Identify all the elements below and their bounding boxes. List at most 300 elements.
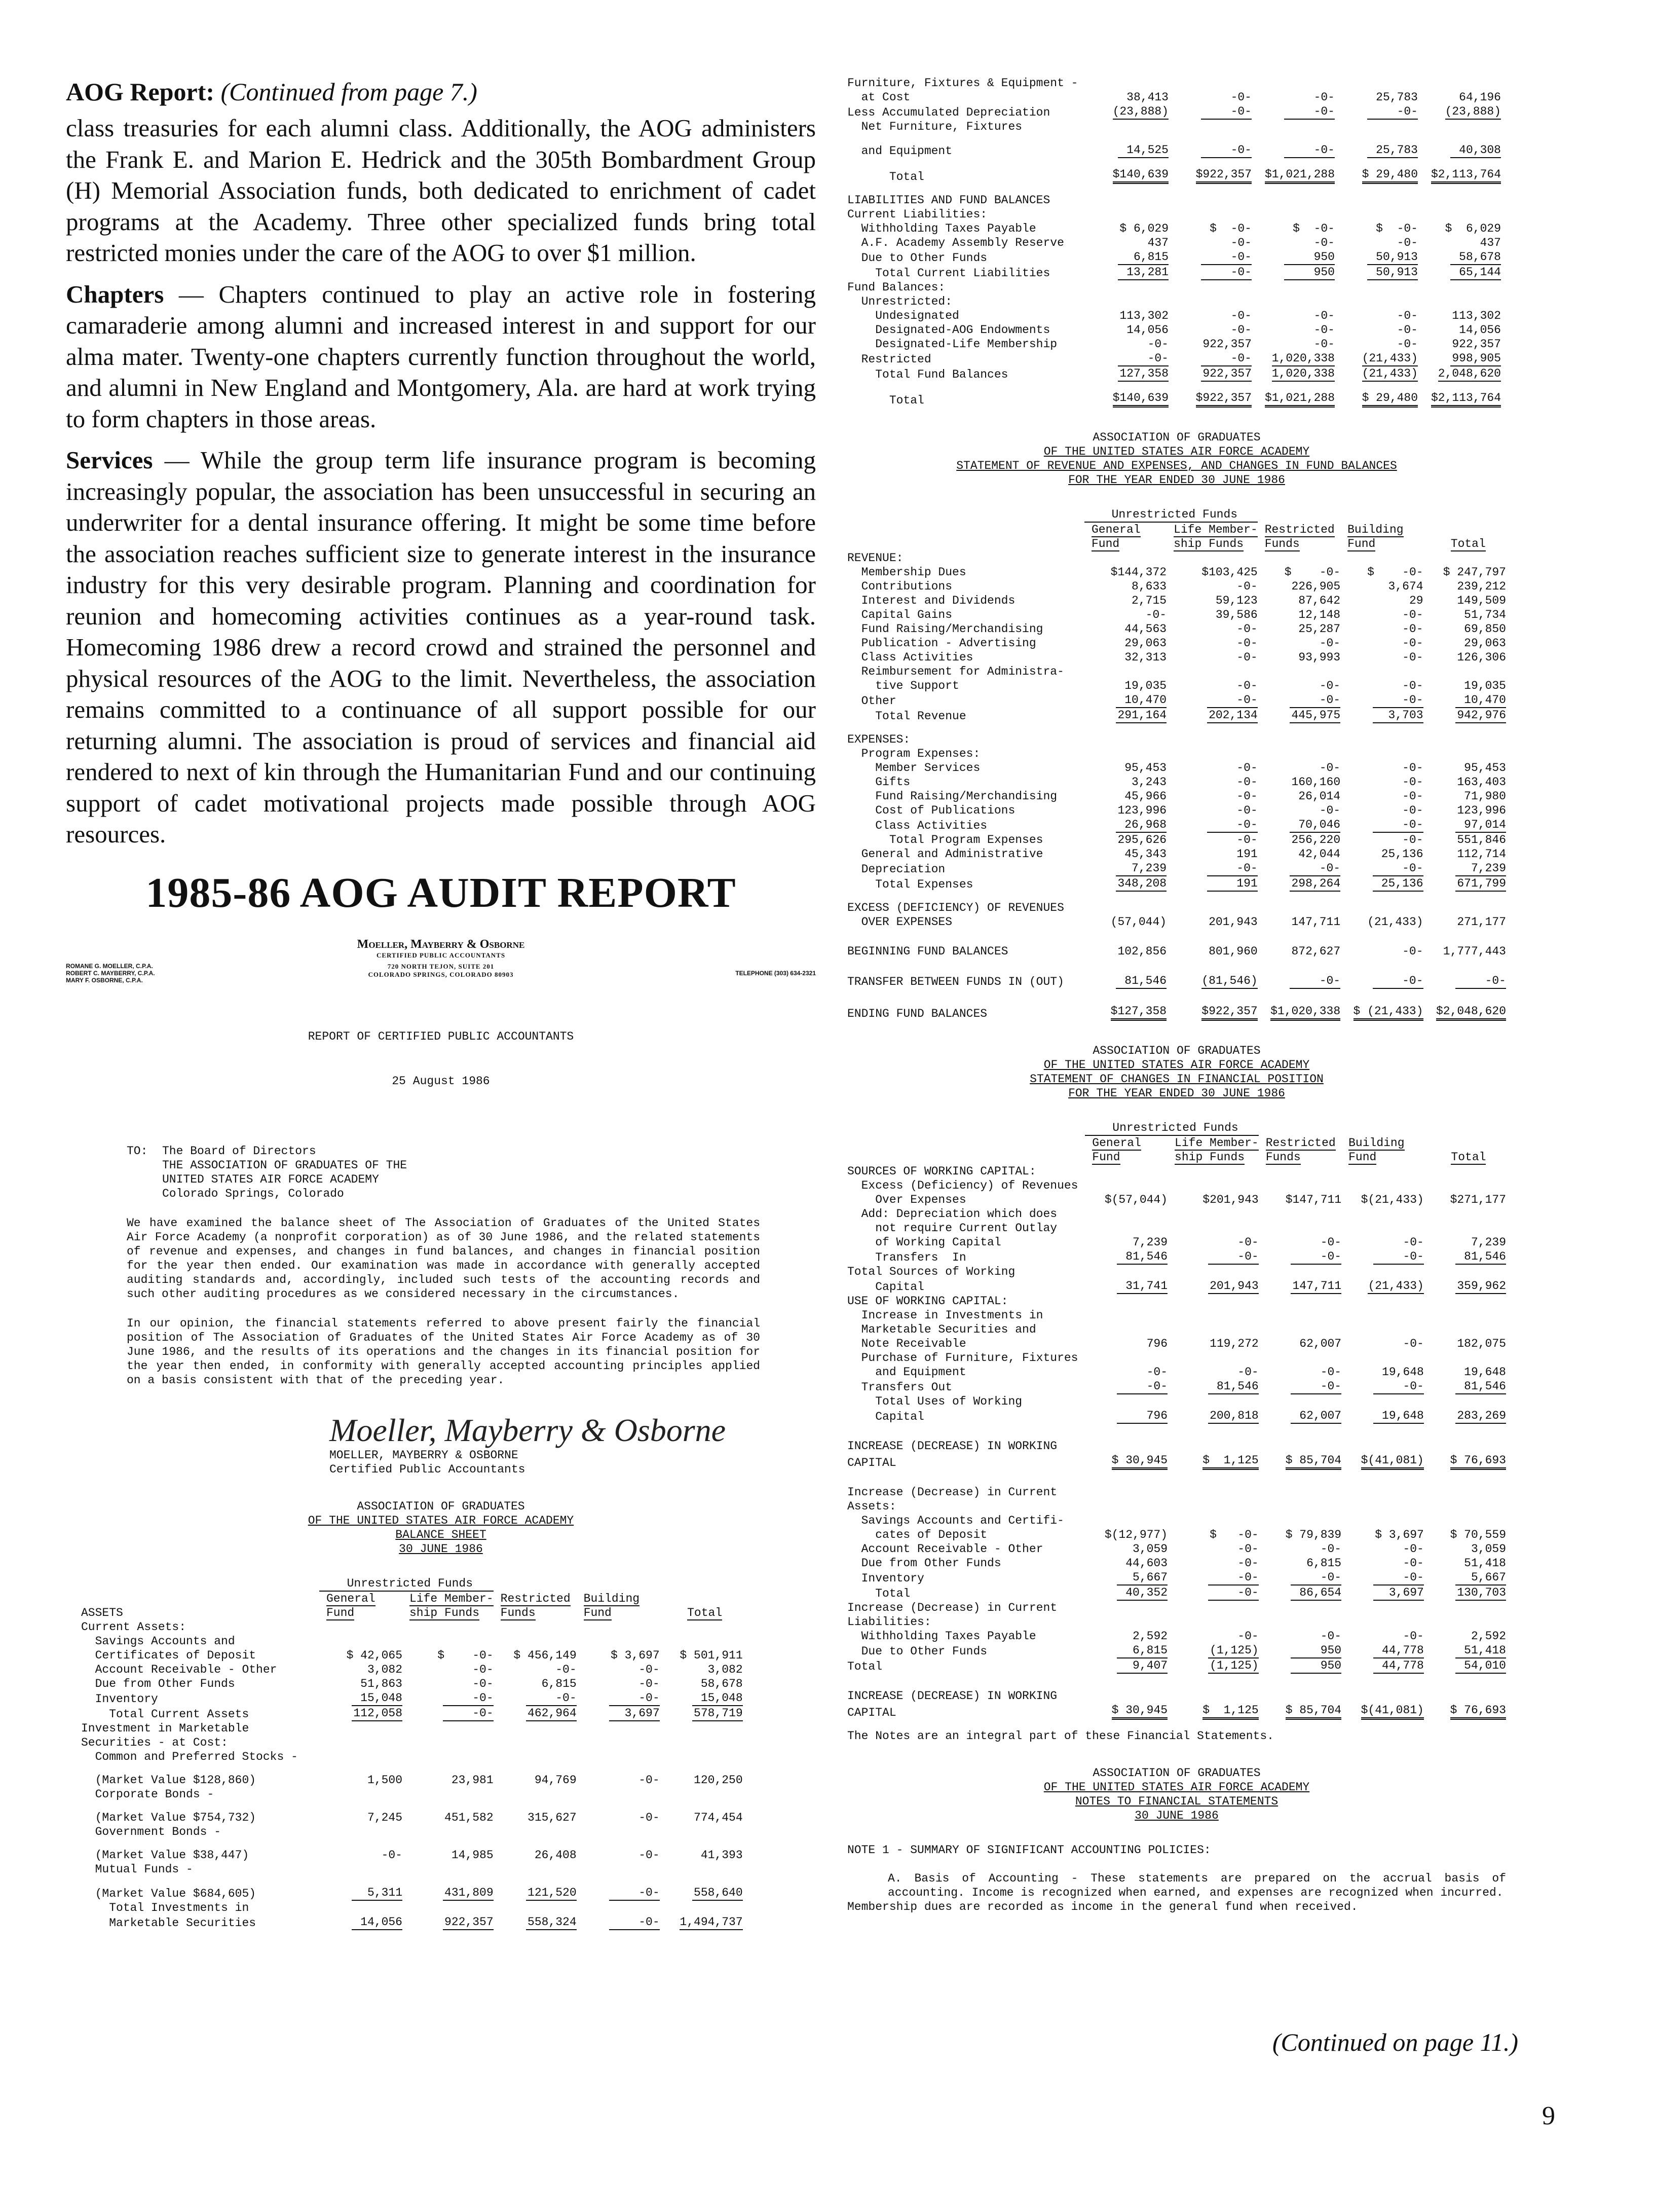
table-row: Publication - Advertising 29,063 -0- -0- -0- 29,063 xyxy=(847,637,1506,650)
table-cell: -0- xyxy=(1236,790,1258,803)
table-cell: -0- xyxy=(1290,974,1340,989)
table-row: Inventory 15,048 -0- -0- -0- 15,048 xyxy=(81,1691,743,1706)
table-row: Certificates of Deposit $ 42,065 $ -0- $ 456,149 $ 3,697 $ 501,911 xyxy=(81,1648,743,1662)
table-cell: -0- xyxy=(1207,861,1258,876)
table-cell: -0- xyxy=(1146,1366,1168,1379)
table-row: Corporate Bonds - xyxy=(81,1787,214,1801)
table-cell: 359,962 xyxy=(1455,1279,1506,1294)
table-cell: 6,815 xyxy=(1117,1643,1168,1658)
table-row: Due to Other Funds 6,815 (1,125) 950 44,778 51,418 xyxy=(847,1644,1506,1658)
table-cell: $ -0- xyxy=(1210,1528,1259,1541)
table-cell: 123,996 xyxy=(1117,804,1167,817)
table-row: Total Revenue 291,164 202,134 445,975 3,703 942,976 xyxy=(847,709,1506,723)
table-cell: 26,014 xyxy=(1298,790,1341,803)
table-row: Current Assets: xyxy=(81,1620,186,1634)
table-cell: $2,113,764 xyxy=(1431,167,1501,184)
table-cell: $ 1,125 xyxy=(1202,1703,1258,1720)
table-cell: -0- xyxy=(609,1915,660,1930)
table-cell: -0- xyxy=(1403,1630,1424,1643)
table-row: Designated-AOG Endowments 14,056 -0- -0- -0- 14,056 xyxy=(847,323,1501,337)
signature-block: Moeller, Mayberry & Osborne MOELLER, MAYBERRY & OSBORNE Certified Public Accountants xyxy=(329,1413,816,1477)
table-cell: -0- xyxy=(609,1886,660,1901)
table-cell: -0- xyxy=(638,1848,660,1862)
table-row: Depreciation 7,239 -0- -0- -0- 7,239 xyxy=(847,862,1506,876)
table-cell: 796 xyxy=(1146,1337,1168,1350)
table-cell: -0- xyxy=(1290,693,1340,708)
table-cell: 81,546 xyxy=(1208,1379,1259,1394)
table-cell: $ 501,911 xyxy=(680,1648,743,1662)
table-cell: 14,525 xyxy=(1118,143,1169,158)
table-cell: 25,136 xyxy=(1381,847,1423,861)
table-row: INCREASE (DECREASE) IN WORKING xyxy=(847,1689,1058,1703)
table-cell: -0- xyxy=(1402,776,1423,789)
table-row: CAPITAL $ 30,945 $ 1,125 $ 85,704 $(41,081) $ 76,693 xyxy=(847,1704,1506,1719)
table-cell: -0- xyxy=(1230,323,1252,337)
table-cell: 149,509 xyxy=(1457,594,1506,607)
table-row: Restricted -0- -0- 1,020,338 (21,433) 998,905 xyxy=(847,352,1501,366)
table-cell: 41,393 xyxy=(700,1848,743,1862)
table-row: Total Expenses 348,208 191 298,264 25,136 671,799 xyxy=(847,877,1506,891)
table-cell: 50,913 xyxy=(1367,265,1418,280)
paragraph-chapters: Chapters — Chapters continued to play an active role in fostering camaraderie among alumni and increased interest in and support for our alma mater. Twenty-one chapters currently function throughout the world, and alumni in New England and Montgomery, Ala. are hard at work trying to form chapters in those areas. xyxy=(66,280,816,433)
left-column xyxy=(66,76,816,1930)
table-cell: 191 xyxy=(1207,876,1258,892)
table-cell: $ 30,945 xyxy=(1112,1703,1168,1720)
table-cell: -0- xyxy=(1236,622,1258,636)
table-cell: 112,714 xyxy=(1457,847,1506,861)
table-cell: -0- xyxy=(1208,1249,1259,1265)
handwritten-signature: Moeller, Mayberry & Osborne xyxy=(329,1412,726,1448)
table-cell: -0- xyxy=(1230,91,1252,104)
table-row: Excess (Deficiency) of Revenues xyxy=(847,1179,1078,1192)
table-row: Capital Gains -0- 39,586 12,148 -0- 51,734 xyxy=(847,608,1506,621)
table-cell: -0- xyxy=(1403,1557,1424,1570)
table-cell: 39,586 xyxy=(1215,608,1258,621)
table-cell: $2,048,620 xyxy=(1436,1004,1506,1021)
table-cell: $(41,081) xyxy=(1361,1703,1424,1720)
table-cell: 38,413 xyxy=(1126,91,1169,104)
table-row: Total Current Liabilities 13,281 -0- 950 50,913 65,144 xyxy=(847,266,1501,280)
table-cell: $ 30,945 xyxy=(1112,1453,1168,1470)
table-row: Due from Other Funds 44,603 -0- 6,815 -0- 51,418 xyxy=(847,1557,1506,1570)
table-cell: 182,075 xyxy=(1457,1337,1506,1350)
table-cell: -0- xyxy=(1207,818,1258,833)
table-cell: 62,007 xyxy=(1299,1337,1342,1350)
table-cell: -0- xyxy=(1402,804,1423,817)
table-cell: -0- xyxy=(1313,323,1335,337)
table-cell: 123,996 xyxy=(1457,804,1506,817)
table-cell: 42,044 xyxy=(1298,847,1341,861)
table-row: Total Fund Balances 127,358 922,357 1,020,338 (21,433) 2,048,620 xyxy=(847,367,1501,381)
table-cell: -0- xyxy=(1236,580,1258,593)
table-cell: 19,035 xyxy=(1124,679,1167,692)
table-row: General and Administrative 45,343 191 42,044 25,136 112,714 xyxy=(847,847,1506,861)
table-cell: -0- xyxy=(1236,776,1258,789)
table-cell: -0- xyxy=(472,1663,494,1676)
table-row: Common and Preferred Stocks - xyxy=(81,1750,298,1763)
table-row: Increase (Decrease) in Current xyxy=(847,1601,1058,1614)
table-cell: (57,044) xyxy=(1110,915,1167,929)
table-cell: $ 3,697 xyxy=(1375,1528,1424,1541)
table-cell: -0- xyxy=(1402,761,1423,775)
table-cell: (23,888) xyxy=(1113,104,1169,120)
table-cell: 15,048 xyxy=(692,1691,743,1706)
table-cell: 26,408 xyxy=(534,1848,577,1862)
table-cell: -0- xyxy=(1320,1236,1342,1249)
table-cell: $140,639 xyxy=(1113,167,1169,184)
table-row: Total Uses of Working xyxy=(847,1395,1023,1408)
balance-sheet-continued-table xyxy=(847,76,1501,408)
table-cell: -0- xyxy=(1207,693,1258,708)
table-row: Fund Raising/Merchandising 44,563 -0- 25,287 -0- 69,850 xyxy=(847,622,1506,636)
table-cell: 2,715 xyxy=(1132,594,1167,607)
table-cell: 44,603 xyxy=(1125,1557,1168,1570)
table-cell: 29,063 xyxy=(1464,637,1506,650)
table-cell: 578,719 xyxy=(692,1706,743,1721)
table-cell: 922,357 xyxy=(1201,366,1252,382)
table-cell: 23,981 xyxy=(451,1773,494,1787)
table-cell: -0- xyxy=(1284,143,1335,158)
table-cell: 551,846 xyxy=(1457,833,1506,846)
table-row: Mutual Funds - xyxy=(81,1862,193,1876)
table-cell: 3,059 xyxy=(1471,1542,1506,1556)
table-cell: 998,905 xyxy=(1450,351,1501,366)
table-cell: 81,546 xyxy=(1455,1379,1506,1394)
table-cell: 58,678 xyxy=(1450,250,1501,265)
table-cell: 922,357 xyxy=(1202,338,1252,351)
table-cell: 348,208 xyxy=(1116,876,1167,892)
table-cell: 26,968 xyxy=(1116,818,1167,833)
table-cell: $ 70,559 xyxy=(1450,1528,1506,1541)
table-cell: (81,546) xyxy=(1201,974,1257,989)
table-cell: $140,639 xyxy=(1113,391,1169,408)
table-row: TRANSFER BETWEEN FUNDS IN (OUT) 81,546 (81,546) -0- -0- -0- xyxy=(847,974,1506,988)
table-row: USE OF WORKING CAPITAL: xyxy=(847,1295,1008,1308)
table-cell: $922,357 xyxy=(1201,1004,1257,1021)
table-cell: -0- xyxy=(1403,1337,1424,1350)
table-row: not require Current Outlay xyxy=(847,1222,1058,1235)
table-cell: 2,048,620 xyxy=(1438,366,1501,382)
table-cell: 1,500 xyxy=(367,1773,402,1787)
table-row: Purchase of Furniture, Fixtures xyxy=(847,1351,1078,1365)
table-row: Increase in Investments in xyxy=(847,1309,1043,1322)
table-row: Interest and Dividends 2,715 59,123 87,642 29 149,509 xyxy=(847,594,1506,607)
table-row: Savings Accounts and Certifi- xyxy=(847,1514,1064,1527)
table-cell: -0- xyxy=(1402,833,1423,846)
table-cell: 950 xyxy=(1284,265,1335,280)
table-row: Total Investments in xyxy=(81,1901,249,1914)
table-cell: $144,372 xyxy=(1110,566,1167,579)
table-cell: 29,063 xyxy=(1124,637,1167,650)
table-cell: 3,082 xyxy=(367,1663,402,1676)
table-cell: 445,975 xyxy=(1290,708,1340,723)
table-row: Government Bonds - xyxy=(81,1825,221,1838)
table-cell: $ 29,480 xyxy=(1362,167,1418,184)
table-cell: (21,433) xyxy=(1362,351,1418,366)
table-row: Capital 796 200,818 62,007 19,648 283,269 xyxy=(847,1409,1506,1423)
table-cell: 14,056 xyxy=(352,1915,402,1930)
table-row: Total Program Expenses 295,626 -0- 256,220 -0- 551,846 xyxy=(847,833,1506,846)
table-row: Total Current Assets 112,058 -0- 462,964 3,697 578,719 xyxy=(81,1706,743,1721)
table-row: OVER EXPENSES (57,044) 201,943 147,711 (21,433) 271,177 xyxy=(847,915,1506,929)
table-cell: 45,343 xyxy=(1124,847,1167,861)
table-cell: 796 xyxy=(1117,1409,1168,1424)
table-cell: 1,020,338 xyxy=(1272,366,1335,382)
col-group-header: Unrestricted Funds xyxy=(81,1576,743,1591)
table-cell: 256,220 xyxy=(1291,833,1341,846)
table-cell: -0- xyxy=(443,1691,494,1706)
table-cell: 942,976 xyxy=(1455,708,1506,723)
table-cell: $ 85,704 xyxy=(1286,1703,1341,1720)
table-cell: -0- xyxy=(1313,91,1335,104)
table-cell: -0- xyxy=(1402,790,1423,803)
table-cell: -0- xyxy=(1236,804,1258,817)
table-cell: 121,520 xyxy=(526,1886,577,1901)
table-cell: -0- xyxy=(1230,309,1252,322)
table-cell: -0- xyxy=(1319,761,1341,775)
table-row: Capital 31,741 201,943 147,711 (21,433) 359,962 xyxy=(847,1279,1506,1294)
table-cell: -0- xyxy=(1320,1630,1342,1643)
table-cell: $ -0- xyxy=(1376,222,1418,235)
table-cell: 32,313 xyxy=(1124,651,1167,664)
table-cell: 462,964 xyxy=(526,1706,577,1721)
table-cell: -0- xyxy=(1402,608,1423,621)
table-cell: -0- xyxy=(526,1691,577,1706)
table-row: Total 40,352 -0- 86,654 3,697 130,703 xyxy=(847,1586,1506,1600)
table-row: CAPITAL $ 30,945 $ 1,125 $ 85,704 $(41,081) $ 76,693 xyxy=(847,1454,1506,1469)
table-cell: $201,943 xyxy=(1202,1193,1259,1206)
table-cell: -0- xyxy=(1403,1236,1424,1249)
table-cell: 6,815 xyxy=(1306,1557,1342,1570)
kicker-italic: (Continued from page 7.) xyxy=(220,78,477,106)
table-cell: 51,418 xyxy=(1464,1557,1506,1570)
table-cell: $ -0- xyxy=(437,1648,494,1662)
table-cell: -0- xyxy=(1208,1570,1259,1586)
table-cell: -0- xyxy=(1313,338,1335,351)
table-row: A.F. Academy Assembly Reserve 437 -0- -0- -0- 437 xyxy=(847,236,1501,249)
table-row: (Market Value $684,605) 5,311 431,809 121,520 -0- 558,640 xyxy=(81,1886,743,1900)
table-cell: -0- xyxy=(1284,104,1335,120)
table-cell: 1,777,443 xyxy=(1443,945,1506,958)
table-row: Transfers In 81,546 -0- -0- -0- 81,546 xyxy=(847,1250,1506,1264)
table-cell: 1,020,338 xyxy=(1272,351,1335,366)
table-cell: 19,648 xyxy=(1464,1366,1506,1379)
table-cell: -0- xyxy=(1208,1586,1259,1601)
table-cell: -0- xyxy=(1291,1570,1341,1586)
table-cell: -0- xyxy=(1367,104,1418,120)
table-row: (Market Value $128,860) 1,500 23,981 94,769 -0- 120,250 xyxy=(81,1773,743,1787)
table-cell: $ 76,693 xyxy=(1450,1453,1506,1470)
table-row: Add: Depreciation which does xyxy=(847,1207,1058,1221)
table-cell: 119,272 xyxy=(1210,1337,1259,1350)
table-row: Savings Accounts and xyxy=(81,1634,235,1648)
continued-note: (Continued on page 11.) xyxy=(1272,2028,1518,2056)
table-cell: 127,358 xyxy=(1118,366,1169,382)
table-row: EXCESS (DEFICIENCY) OF REVENUES xyxy=(847,901,1064,914)
table-cell: -0- xyxy=(1403,1542,1424,1556)
table-cell: -0- xyxy=(1319,804,1341,817)
table-cell: -0- xyxy=(381,1848,402,1862)
table-cell: 5,667 xyxy=(1117,1570,1168,1586)
table-cell: 3,243 xyxy=(1132,776,1167,789)
table-cell: -0- xyxy=(443,1706,494,1721)
col-group-header: Unrestricted Funds xyxy=(847,507,1506,522)
table-cell: 671,799 xyxy=(1455,876,1506,892)
table-cell: 97,014 xyxy=(1455,818,1506,833)
table-cell: 3,674 xyxy=(1388,580,1423,593)
table-cell: 50,913 xyxy=(1367,250,1418,265)
table-cell: 19,648 xyxy=(1373,1409,1424,1424)
table-cell: $ 76,693 xyxy=(1450,1703,1506,1720)
table-cell: 558,640 xyxy=(692,1886,743,1901)
table-cell: $1,021,288 xyxy=(1265,167,1335,184)
table-cell: $ -0- xyxy=(1284,566,1341,579)
table-row: Net Furniture, Fixtures xyxy=(847,120,1023,133)
right-column xyxy=(847,76,1506,1914)
table-cell: $271,177 xyxy=(1450,1193,1506,1206)
table-cell: 40,308 xyxy=(1450,143,1501,158)
table-cell: -0- xyxy=(1201,351,1252,366)
table-cell: 12,148 xyxy=(1298,608,1341,621)
table-cell: -0- xyxy=(1290,861,1340,876)
table-cell: 201,943 xyxy=(1208,1279,1259,1294)
table-cell: 81,546 xyxy=(1455,1249,1506,1265)
column-headers: General Fund Life Member- ship Funds Restricted Funds Building Fund Total xyxy=(1092,1136,1486,1164)
fin-pos-heading: ASSOCIATION OF GRADUATES OF THE UNITED STATES AIR FORCE ACADEMY STATEMENT OF CHANGES IN FINANCIAL POSITION FOR THE YEAR ENDED 30 JUNE 1986 xyxy=(1030,1044,1324,1100)
table-row: Securities - at Cost: xyxy=(81,1736,228,1749)
table-row: Total $140,639 $922,357 $1,021,288 $ 29,480 $2,113,764 xyxy=(847,391,1501,407)
table-cell: 801,960 xyxy=(1209,945,1258,958)
table-row: and Equipment 14,525 -0- -0- 25,783 40,308 xyxy=(847,143,1501,158)
article-kicker xyxy=(66,76,816,107)
table-row: (Market Value $38,447) -0- 14,985 26,408 -0- 41,393 xyxy=(81,1848,743,1862)
table-cell: -0- xyxy=(1455,974,1506,989)
table-cell: -0- xyxy=(1373,974,1423,989)
table-cell: $ 85,704 xyxy=(1286,1453,1341,1470)
table-cell: 51,418 xyxy=(1455,1643,1506,1658)
table-row: ENDING FUND BALANCES $127,358 $922,357 $1,020,338 $ (21,433) $2,048,620 xyxy=(847,1005,1506,1020)
table-cell: 950 xyxy=(1284,250,1335,265)
letterhead: Moeller, Mayberry & Osborne CERTIFIED PUBLIC ACCOUNTANTS ROMANE G. MOELLER, C.P.A. ROBERT C. MAYBERRY, C.P.A. MARY F. OSBORNE, C.P.A. 720 NORTH TEJON, SUITE 201 COLORADO SPRINGS, COLORADO 80903 TELEPHONE (303) 634-2321 xyxy=(66,937,816,984)
table-cell: 25,783 xyxy=(1376,91,1418,104)
table-cell: 3,082 xyxy=(707,1663,743,1676)
table-row: BEGINNING FUND BALANCES 102,856 801,960 872,627 -0- 1,777,443 xyxy=(847,945,1506,958)
table-cell: $ 6,029 xyxy=(1119,222,1169,235)
table-cell: -0- xyxy=(1319,637,1341,650)
table-row: Total Sources of Working xyxy=(847,1265,1016,1278)
table-cell: 95,453 xyxy=(1124,761,1167,775)
table-cell: -0- xyxy=(1291,1379,1341,1394)
table-cell: -0- xyxy=(1237,1630,1259,1643)
table-cell: 200,818 xyxy=(1208,1409,1259,1424)
table-cell: (21,433) xyxy=(1367,915,1423,929)
table-cell: -0- xyxy=(638,1663,660,1676)
table-cell: $2,113,764 xyxy=(1431,391,1501,408)
table-cell: -0- xyxy=(1402,622,1423,636)
table-cell: -0- xyxy=(1373,1249,1424,1265)
table-cell: -0- xyxy=(1291,1249,1341,1265)
table-cell: $ -0- xyxy=(1293,222,1335,235)
table-cell: 14,985 xyxy=(451,1848,494,1862)
table-row: Member Services 95,453 -0- -0- -0- 95,453 xyxy=(847,761,1506,775)
table-row: Membership Dues $144,372 $103,425 $ -0- $ -0- $ 247,797 xyxy=(847,566,1506,579)
balance-sheet-table xyxy=(81,1576,743,1930)
table-cell: 6,815 xyxy=(541,1677,577,1690)
table-cell: $ -0- xyxy=(1367,566,1423,579)
table-cell: 64,196 xyxy=(1459,91,1501,104)
table-cell: $1,020,338 xyxy=(1270,1004,1340,1021)
table-cell: 126,306 xyxy=(1457,651,1506,664)
table-cell: -0- xyxy=(638,1811,660,1824)
table-cell: -0- xyxy=(1373,861,1423,876)
table-cell: 295,626 xyxy=(1117,833,1167,846)
table-cell: -0- xyxy=(1402,679,1423,692)
table-row: Class Activities 32,313 -0- 93,993 -0- 126,306 xyxy=(847,651,1506,664)
table-cell: 922,357 xyxy=(1452,338,1501,351)
chapters-lead: Chapters xyxy=(66,280,164,308)
table-cell: 160,160 xyxy=(1291,776,1341,789)
table-cell: 3,703 xyxy=(1373,708,1423,723)
table-cell: 59,123 xyxy=(1215,594,1258,607)
table-row: SOURCES OF WORKING CAPITAL: xyxy=(847,1165,1036,1178)
table-cell: $(21,433) xyxy=(1361,1193,1424,1206)
report-letter: TO: The Board of Directors THE ASSOCIATION OF GRADUATES OF THE UNITED STATES AIR FORCE ACADEMY Colorado Springs, Colorado We have examined the balance sheet of The Association of Graduates of the United States Air Force Academy (a nonprofit corporation) as of 30 June 1986, and the related statements of revenue and expenses, and changes in fund balances, and changes in financial position for the year then ended. Our examination was made in accordance with generally accepted auditing standards and, accordingly, included such tests of the accounting records and such other auditing procedures as we considered necessary in the circumstances. In our opinion, the financial statements referred to above present fairly the financial position of The Association of Graduates of the United States Air Force Academy as of 30 June 1986, and the results of its operations and the changes in its financial position for the year then ended, in conformity with generally accepted accounting principles applied on a basis consistent with that of the preceding year. Moeller, Mayberry & Osborne MOELLER, MAYBERRY & OSBORNE Certified Public Accountants xyxy=(66,1144,816,1477)
table-cell: -0- xyxy=(1236,833,1258,846)
table-row: Liabilities: xyxy=(847,1615,931,1629)
table-cell: -0- xyxy=(1201,104,1252,120)
table-cell: 3,697 xyxy=(1373,1586,1424,1601)
letter-para-1: We have examined the balance sheet of The Association of Graduates of the United States Air Force Academy (a nonprofit corporation) as of 30 June 1986, and the related statements of revenue and expenses, and changes in fund balances, and changes in financial position for the year then ended. Our examination was made in accordance with generally accepted auditing standards and, accordingly, included such tests of the accounting records and such other auditing procedures as we considered necessary in the circumstances. xyxy=(127,1216,760,1301)
table-cell: (1,125) xyxy=(1208,1658,1259,1674)
table-cell: -0- xyxy=(1237,1542,1259,1556)
table-row: Undesignated 113,302 -0- -0- -0- 113,302 xyxy=(847,309,1501,322)
table-cell: $ 456,149 xyxy=(513,1648,577,1662)
table-cell: 163,403 xyxy=(1457,776,1506,789)
table-cell: $ 29,480 xyxy=(1362,391,1418,408)
table-row: Account Receivable - Other 3,082 -0- -0- -0- 3,082 xyxy=(81,1663,743,1676)
table-cell: 45,966 xyxy=(1124,790,1167,803)
col-group-header: Unrestricted Funds xyxy=(847,1121,1506,1135)
table-row: Other 10,470 -0- -0- -0- 10,470 xyxy=(847,693,1506,708)
table-cell: -0- xyxy=(1373,1379,1424,1394)
table-cell: -0- xyxy=(1236,651,1258,664)
table-cell: -0- xyxy=(1397,323,1418,337)
paragraph-services: Services — While the group term life insurance program is becoming increasingly popular, the association has been unsuccessful in securing an underwriter for a dental insurance offering. It might be some time before the association reaches sufficient size to generate interest in the insurance industry for this very desirable program. Planning and coordination for reunion and homecoming activities continues as a year-round task. Homecoming 1986 drew a record crowd and strained the personnel and physical resources of the AOG to the limit. Nevertheless, the association remains committed to a continuance of all support possible for our returning alumni. The association is proud of services and financial aid rendered to next of kin through the Humanitarian Fund and our continuing support of cadet motivational projects made possible through AOG resources. xyxy=(66,446,816,848)
table-cell: 558,324 xyxy=(526,1915,577,1930)
table-cell: 3,059 xyxy=(1133,1542,1168,1556)
table-cell: $ (21,433) xyxy=(1354,1004,1423,1021)
table-row: Due from Other Funds 51,863 -0- 6,815 -0- 58,678 xyxy=(81,1677,743,1690)
table-row: and Equipment -0- -0- -0- 19,648 19,648 xyxy=(847,1366,1506,1379)
table-cell: 44,778 xyxy=(1373,1658,1424,1674)
table-cell: -0- xyxy=(1313,236,1335,249)
notes-heading: ASSOCIATION OF GRADUATES OF THE UNITED STATES AIR FORCE ACADEMY NOTES TO FINANCIAL STATEMENTS 30 JUNE 1986 xyxy=(1043,1766,1310,1822)
table-cell: -0- xyxy=(1397,236,1418,249)
table-cell: -0- xyxy=(1236,679,1258,692)
table-cell: 239,212 xyxy=(1457,580,1506,593)
table-cell: $1,021,288 xyxy=(1265,391,1335,408)
table-cell: 69,850 xyxy=(1464,622,1506,636)
table-cell: 5,311 xyxy=(352,1886,402,1901)
table-cell: -0- xyxy=(1236,637,1258,650)
table-row: Current Liabilities: xyxy=(847,208,988,221)
table-cell: 2,592 xyxy=(1133,1630,1168,1643)
table-cell: -0- xyxy=(1201,143,1252,158)
table-row: Inventory 5,667 -0- -0- -0- 5,667 xyxy=(847,1571,1506,1585)
table-cell: 19,035 xyxy=(1464,679,1506,692)
table-cell: 95,453 xyxy=(1464,761,1506,775)
table-cell: 102,856 xyxy=(1117,945,1167,958)
